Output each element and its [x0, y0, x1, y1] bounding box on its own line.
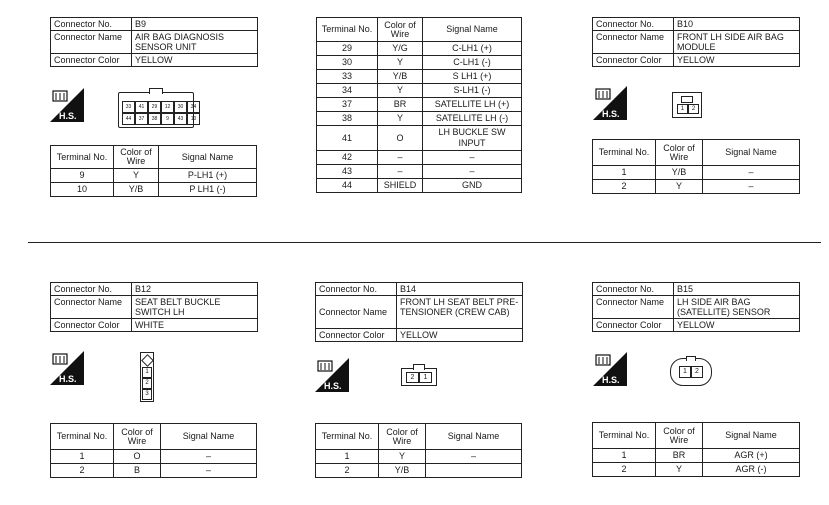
pin-row — [677, 104, 699, 114]
pin: 29 — [148, 101, 161, 113]
col-terminal-no: Terminal No. — [316, 424, 379, 450]
terminal-cell: 10 — [51, 183, 114, 197]
b15-connector-info — [592, 282, 800, 332]
terminal-cell: 37 — [317, 98, 378, 112]
col-color-of-wire: Color of Wire — [656, 423, 703, 449]
pin: 3 — [142, 389, 152, 400]
terminal-cell: 38 — [317, 112, 378, 126]
b9-signal-table — [50, 145, 257, 197]
connector-name-value: FRONT LH SIDE AIR BAG MODULE — [674, 31, 800, 54]
signal-cell: S-LH1 (-) — [423, 84, 522, 98]
wire-color-cell: Y — [378, 84, 423, 98]
table-row — [51, 183, 257, 197]
b9-continued-signal-table — [316, 17, 522, 193]
table-row — [317, 42, 522, 56]
connector-color-value: YELLOW — [397, 329, 523, 342]
connector-key-diamond — [141, 354, 154, 367]
wire-color-cell: Y — [378, 56, 423, 70]
pin: 1 — [679, 366, 691, 378]
wire-color-cell: – — [378, 151, 423, 165]
terminal-cell: 34 — [317, 84, 378, 98]
connector-color-value: YELLOW — [674, 319, 800, 332]
b9-connector-info — [50, 17, 258, 67]
pin: 2 — [142, 378, 152, 389]
pin: 38 — [148, 113, 161, 125]
connector-no-value: B12 — [132, 283, 258, 296]
connector-name-label: Connector Name — [593, 31, 674, 54]
pin: 12 — [161, 101, 174, 113]
terminal-cell: 30 — [317, 56, 378, 70]
connector-no-label: Connector No. — [593, 283, 674, 296]
table-row — [316, 450, 522, 464]
connector-color-label: Connector Color — [593, 54, 674, 67]
table-row — [316, 464, 522, 478]
signal-cell: AGR (-) — [703, 463, 800, 477]
pin: 2 — [688, 104, 699, 114]
connector-name-value: SEAT BELT BUCKLE SWITCH LH — [132, 296, 258, 319]
connector-no-label: Connector No. — [316, 283, 397, 296]
signal-cell: AGR (+) — [703, 449, 800, 463]
signal-cell: C-LH1 (-) — [423, 56, 522, 70]
hs-icon — [315, 358, 349, 392]
col-signal-name: Signal Name — [423, 18, 522, 42]
wire-color-cell: Y/B — [379, 464, 426, 478]
hs-icon — [593, 86, 627, 120]
wire-color-cell: SHIELD — [378, 179, 423, 193]
terminal-cell: 1 — [593, 449, 656, 463]
pin: 34 — [187, 101, 200, 113]
col-terminal-no: Terminal No. — [51, 146, 114, 169]
connector-no-value: B14 — [397, 283, 523, 296]
col-signal-name: Signal Name — [159, 146, 257, 169]
b12-signal-table — [50, 423, 257, 478]
table-row — [317, 70, 522, 84]
connector-lock-tab — [149, 88, 163, 94]
pin: 10 — [187, 113, 200, 125]
pin-row-bottom — [122, 113, 200, 125]
hs-icon — [50, 88, 84, 122]
signal-cell: P-LH1 (+) — [159, 169, 257, 183]
signal-cell: LH BUCKLE SW INPUT — [423, 126, 522, 151]
signal-cell: – — [161, 464, 257, 478]
wire-color-cell: Y — [114, 169, 159, 183]
table-row — [317, 98, 522, 112]
pin: 41 — [135, 101, 148, 113]
connector-color-value: YELLOW — [674, 54, 800, 67]
pin: 1 — [419, 372, 432, 383]
b15-connector-face — [670, 358, 712, 386]
terminal-cell: 9 — [51, 169, 114, 183]
signal-cell: GND — [423, 179, 522, 193]
terminal-cell: 1 — [51, 450, 114, 464]
terminal-cell: 44 — [317, 179, 378, 193]
wire-color-cell: O — [114, 450, 161, 464]
signal-cell: S LH1 (+) — [423, 70, 522, 84]
connector-name-label: Connector Name — [51, 31, 132, 54]
col-terminal-no: Terminal No. — [317, 18, 378, 42]
hs-label: H.S. — [324, 381, 342, 391]
col-terminal-no: Terminal No. — [593, 423, 656, 449]
connector-color-label: Connector Color — [51, 54, 132, 67]
pin: 1 — [142, 367, 152, 378]
connector-lock-tab — [413, 364, 425, 370]
connector-no-label: Connector No. — [51, 283, 132, 296]
terminal-cell: 2 — [316, 464, 379, 478]
b12-connector-face — [140, 352, 154, 402]
b14-connector-info — [315, 282, 523, 342]
connector-lock-tab — [681, 96, 693, 103]
table-row — [51, 169, 257, 183]
wire-color-cell: BR — [378, 98, 423, 112]
connector-name-value: AIR BAG DIAGNOSIS SENSOR UNIT — [132, 31, 258, 54]
hs-icon — [50, 351, 84, 385]
wire-color-cell: O — [378, 126, 423, 151]
connector-name-label: Connector Name — [316, 296, 397, 329]
pin: 37 — [135, 113, 148, 125]
terminal-cell: 33 — [317, 70, 378, 84]
b15-signal-table — [592, 422, 800, 477]
terminal-cell: 41 — [317, 126, 378, 151]
table-row — [593, 166, 800, 180]
connector-no-value: B15 — [674, 283, 800, 296]
col-color-of-wire: Color of Wire — [114, 146, 159, 169]
signal-cell: SATELLITE LH (+) — [423, 98, 522, 112]
signal-cell: – — [423, 151, 522, 165]
col-color-of-wire: Color of Wire — [656, 140, 703, 166]
signal-cell — [426, 464, 522, 478]
signal-cell: C-LH1 (+) — [423, 42, 522, 56]
col-color-of-wire: Color of Wire — [114, 424, 161, 450]
terminal-cell: 1 — [316, 450, 379, 464]
table-row — [51, 464, 257, 478]
pin: 2 — [691, 366, 703, 378]
signal-cell: SATELLITE LH (-) — [423, 112, 522, 126]
pin: 33 — [122, 101, 135, 113]
wire-color-cell: – — [378, 165, 423, 179]
signal-cell: P LH1 (-) — [159, 183, 257, 197]
hs-label: H.S. — [59, 374, 77, 384]
pin: 2 — [406, 372, 419, 383]
pin: 30 — [174, 101, 187, 113]
b10-signal-table — [592, 139, 800, 194]
col-signal-name: Signal Name — [426, 424, 522, 450]
connector-color-label: Connector Color — [51, 319, 132, 332]
table-row — [317, 56, 522, 70]
table-row — [317, 84, 522, 98]
pin-row — [406, 372, 432, 383]
connector-name-value: FRONT LH SEAT BELT PRE-TENSIONER (CREW CAB) — [397, 296, 523, 329]
table-row — [317, 165, 522, 179]
connector-no-value: B9 — [132, 18, 258, 31]
hs-label: H.S. — [602, 375, 620, 385]
pin: 1 — [677, 104, 688, 114]
connector-name-label: Connector Name — [51, 296, 132, 319]
connector-color-label: Connector Color — [593, 319, 674, 332]
col-signal-name: Signal Name — [703, 140, 800, 166]
wire-color-cell: Y — [379, 450, 426, 464]
terminal-cell: 2 — [51, 464, 114, 478]
table-row — [317, 126, 522, 151]
pin: 44 — [122, 113, 135, 125]
table-row — [317, 151, 522, 165]
wire-color-cell: Y/B — [656, 166, 703, 180]
hs-label: H.S. — [602, 109, 620, 119]
connector-color-value: WHITE — [132, 319, 258, 332]
table-row — [51, 450, 257, 464]
wire-color-cell: Y — [656, 463, 703, 477]
wire-color-cell: Y — [656, 180, 703, 194]
signal-cell: – — [423, 165, 522, 179]
col-terminal-no: Terminal No. — [593, 140, 656, 166]
table-row — [593, 463, 800, 477]
connector-lock-tab — [686, 356, 696, 361]
connector-no-label: Connector No. — [593, 18, 674, 31]
signal-cell: – — [703, 180, 800, 194]
table-row — [593, 449, 800, 463]
col-signal-name: Signal Name — [161, 424, 257, 450]
pin-row-top — [122, 101, 200, 113]
table-row — [593, 180, 800, 194]
connector-name-label: Connector Name — [593, 296, 674, 319]
terminal-cell: 2 — [593, 463, 656, 477]
table-row — [317, 112, 522, 126]
b14-signal-table — [315, 423, 522, 478]
terminal-cell: 42 — [317, 151, 378, 165]
b12-connector-info — [50, 282, 258, 332]
hs-icon — [593, 352, 627, 386]
col-terminal-no: Terminal No. — [51, 424, 114, 450]
wire-color-cell: Y — [378, 112, 423, 126]
signal-cell: – — [161, 450, 257, 464]
wire-color-cell: B — [114, 464, 161, 478]
table-row — [317, 179, 522, 193]
connector-no-label: Connector No. — [51, 18, 132, 31]
connector-color-value: YELLOW — [132, 54, 258, 67]
pin-row — [679, 366, 703, 378]
connector-name-value: LH SIDE AIR BAG (SATELLITE) SENSOR — [674, 296, 800, 319]
b10-connector-face — [672, 92, 702, 118]
pin: 9 — [161, 113, 174, 125]
hs-label: H.S. — [59, 111, 77, 121]
terminal-cell: 43 — [317, 165, 378, 179]
signal-cell: – — [426, 450, 522, 464]
signal-cell: – — [703, 166, 800, 180]
wire-color-cell: Y/B — [378, 70, 423, 84]
col-color-of-wire: Color of Wire — [379, 424, 426, 450]
b9-connector-face — [118, 92, 197, 128]
wire-color-cell: Y/B — [114, 183, 159, 197]
pin: 43 — [174, 113, 187, 125]
terminal-cell: 1 — [593, 166, 656, 180]
b10-connector-info — [592, 17, 800, 67]
pin-column — [142, 367, 152, 400]
connector-color-label: Connector Color — [316, 329, 397, 342]
col-color-of-wire: Color of Wire — [378, 18, 423, 42]
connector-no-value: B10 — [674, 18, 800, 31]
terminal-cell: 2 — [593, 180, 656, 194]
terminal-cell: 29 — [317, 42, 378, 56]
section-divider — [28, 242, 821, 243]
wire-color-cell: Y/G — [378, 42, 423, 56]
b14-connector-face — [401, 368, 437, 386]
wire-color-cell: BR — [656, 449, 703, 463]
col-signal-name: Signal Name — [703, 423, 800, 449]
